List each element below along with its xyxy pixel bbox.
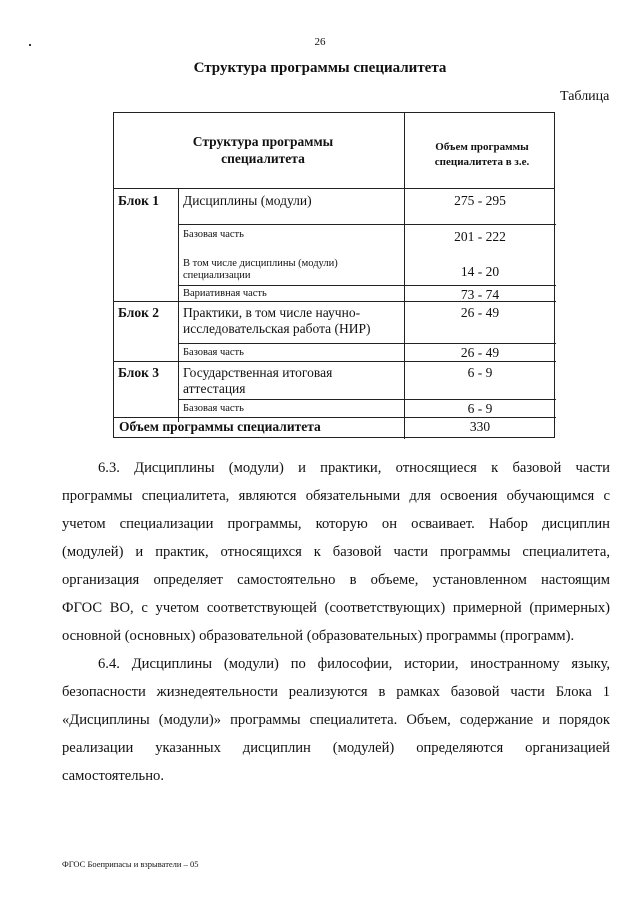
paragraph-6-3: 6.3. Дисциплины (модули) и практики, относящиеся к базовой части программы специалитета, являются обязательными для освоения обучающимся с учетом специализации программы, которую он осваивает. Набор дисциплин (модулей) и практик, относящихся к базовой части программы специалитета, организация определяет самостоятельно в объеме, установленном настоящим ФГОС ВО, с учетом соответствующей (соответствующих) примерной (примерных) основной (основных) образовательной (образовательных) программы (программ).: [62, 460, 610, 644]
block2-base-label: Базовая часть: [183, 347, 244, 358]
footer-note: ФГОС Боеприпасы и взрыватели – 05: [62, 859, 199, 869]
row-divider: [178, 399, 556, 400]
block1-incl-label: В том числе дисциплины (модули) специализации: [183, 258, 338, 281]
row-divider: [178, 224, 556, 225]
block1-name: Дисциплины (модули): [183, 193, 312, 208]
row-divider: [178, 285, 556, 286]
block2-name: Практики, в том числе научно- исследовательская работа (НИР): [183, 305, 371, 336]
row-divider: [114, 417, 556, 418]
block1-value: 275 - 295: [454, 193, 506, 208]
row-divider: [178, 343, 556, 344]
table-label: Таблица: [560, 89, 610, 104]
header-structure: Структура программы специалитета: [192, 134, 334, 166]
total-value: 330: [469, 419, 491, 434]
block3-value: 6 - 9: [467, 365, 493, 380]
total-label: Объем программы специалитета: [119, 419, 321, 434]
paragraph-6-4: 6.4. Дисциплины (модули) по философии, истории, иностранному языку, безопасности жизнедеятельности реализуются в рамках базовой части Блока 1 «Дисциплины (модули)» программы специалитета. Объем, содержание и порядок реализации указанных дисциплин (модулей) определяются организацией самостоятельно.: [62, 656, 610, 784]
block2-label: Блок 2: [118, 305, 159, 320]
block1-var-value: 73 - 74: [460, 287, 500, 302]
block1-incl-value: 14 - 20: [460, 264, 500, 279]
block1-label: Блок 1: [118, 193, 159, 208]
page-number: 26: [314, 36, 326, 48]
block3-base-label: Базовая часть: [183, 403, 244, 414]
block1-base-value: 201 - 222: [454, 229, 506, 244]
block3-name: Государственная итоговая аттестация: [183, 365, 333, 396]
block1-base-label: Базовая часть: [183, 229, 244, 240]
header-divider: [114, 188, 554, 189]
block3-label: Блок 3: [118, 365, 159, 380]
row-divider: [114, 361, 556, 362]
block3-base-value: 6 - 9: [467, 401, 493, 416]
page-title: Структура программы специалитета: [193, 60, 447, 76]
header-volume: Объем программы специалитета в з.е.: [434, 141, 530, 168]
block1-var-label: Вариативная часть: [183, 288, 267, 299]
program-structure-table: [113, 112, 555, 438]
block2-base-value: 26 - 49: [460, 345, 500, 360]
block2-value: 26 - 49: [460, 305, 500, 320]
